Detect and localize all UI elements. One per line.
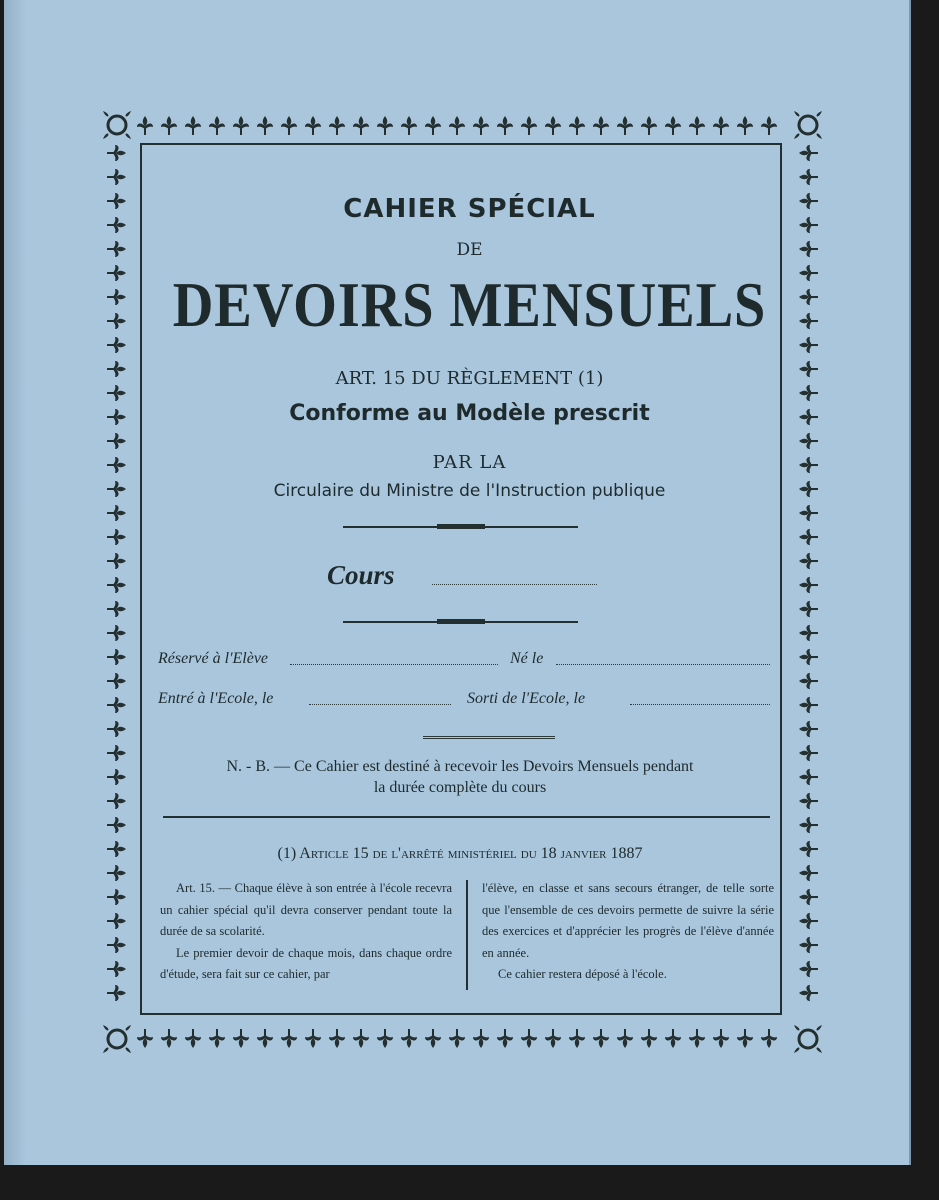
fleur-de-lis-icon [799,529,818,545]
fleur-de-lis-icon [689,116,705,135]
fleur-de-lis-icon [521,116,537,135]
fleur-de-lis-icon [305,1029,321,1048]
reserve-label: Réservé à l'Elève [158,650,269,667]
nb-note [150,756,770,798]
cours-field[interactable] [432,584,597,585]
article-paragraph: Ce cahier restera déposé à l'école. [498,967,667,981]
fleur-de-lis-icon [107,169,126,185]
fleur-de-lis-icon [107,601,126,617]
fleur-de-lis-icon [689,1029,705,1048]
fleur-de-lis-icon [107,505,126,521]
fleur-de-lis-icon [107,793,126,809]
fleur-de-lis-icon [107,529,126,545]
column-divider [466,880,468,990]
ne-le-field[interactable] [556,664,770,665]
par-la-line: PAR LA [432,452,507,473]
fleur-de-lis-icon [449,1029,465,1048]
reserve-field[interactable] [290,664,498,665]
fleur-de-lis-icon [799,505,818,521]
fleur-de-lis-icon [305,116,321,135]
fleur-de-lis-icon [107,961,126,977]
article-reference: ART. 15 DU RÈGLEMENT (1) [335,368,604,389]
entre-label: Entré à l'Ecole, le [158,690,274,707]
cours-label: Cours [327,560,395,590]
fleur-de-lis-icon [185,116,201,135]
section-rule [163,816,770,818]
fleur-de-lis-icon [799,769,818,785]
fleur-de-lis-icon [799,673,818,689]
article-paragraph: Art. 15. — Chaque élève à son entrée à l'école recevra un cahier spécial qu'il devra conserver pendant toute la durée de sa scolarité. [160,881,452,938]
article-left-column [160,878,452,986]
circulaire-line: Circulaire du Ministre de l'Instruction publique [273,481,666,501]
fleur-de-lis-icon [665,1029,681,1048]
title-de: DE [456,240,483,260]
fleur-de-lis-icon [473,1029,489,1048]
fleur-de-lis-icon [425,116,441,135]
fleur-de-lis-icon [545,116,561,135]
article-paragraph: Le premier devoir de chaque mois, dans chaque ordre d'étude, sera fait sur ce cahier, par [160,945,452,981]
fleur-de-lis-icon [107,865,126,881]
short-divider [423,736,555,739]
fleur-de-lis-icon [569,116,585,135]
fleur-de-lis-icon [799,913,818,929]
fleur-de-lis-icon [799,793,818,809]
fleur-de-lis-icon [107,937,126,953]
fleur-de-lis-icon [799,865,818,881]
fleur-de-lis-icon [377,1029,393,1048]
fleur-de-lis-icon [799,553,818,569]
fleur-de-lis-icon [257,1029,273,1048]
fleur-de-lis-icon [107,745,126,761]
fleur-de-lis-icon [593,116,609,135]
fleur-de-lis-icon [107,433,126,449]
fleur-de-lis-icon [665,116,681,135]
fleur-de-lis-icon [799,601,818,617]
fleur-de-lis-icon [209,1029,225,1048]
fleur-de-lis-icon [737,116,753,135]
fleur-de-lis-icon [185,1029,201,1048]
fleur-de-lis-icon [497,1029,513,1048]
fleur-de-lis-icon [799,937,818,953]
fleur-de-lis-icon [161,116,177,135]
fleur-de-lis-icon [473,116,489,135]
fleur-de-lis-icon [737,1029,753,1048]
fleur-de-lis-icon [799,817,818,833]
fleur-de-lis-icon [799,985,818,1001]
fleur-de-lis-icon [353,1029,369,1048]
fleur-de-lis-icon [593,1029,609,1048]
fleur-de-lis-icon [497,116,513,135]
fleur-de-lis-icon [799,169,818,185]
article-right-column [482,878,774,986]
nb-line-2: la durée complète du cours [373,779,547,796]
fleur-de-lis-icon [799,889,818,905]
fleur-de-lis-icon [799,745,818,761]
fleur-de-lis-icon [137,116,153,135]
fleur-de-lis-icon [107,721,126,737]
fleur-de-lis-icon [799,577,818,593]
fleur-de-lis-icon [799,961,818,977]
fleur-de-lis-icon [799,649,818,665]
corner-flourish-icon [103,111,131,139]
fleur-de-lis-icon [799,721,818,737]
fleur-de-lis-icon [617,1029,633,1048]
fleur-de-lis-icon [353,116,369,135]
fleur-de-lis-icon [713,116,729,135]
fleur-de-lis-icon [425,1029,441,1048]
fleur-de-lis-icon [107,769,126,785]
fleur-de-lis-icon [617,116,633,135]
fleur-de-lis-icon [233,1029,249,1048]
corner-flourish-icon [103,1025,131,1053]
fleur-de-lis-icon [799,433,818,449]
nb-line-1: N. - B. — Ce Cahier est destiné à recevoir les Devoirs Mensuels pendant [226,758,694,775]
fleur-de-lis-icon [329,1029,345,1048]
fleur-de-lis-icon [761,1029,777,1048]
fleur-de-lis-icon [107,673,126,689]
fleur-de-lis-icon [209,116,225,135]
fleur-de-lis-icon [257,116,273,135]
fleur-de-lis-icon [761,116,777,135]
fleur-de-lis-icon [107,913,126,929]
fleur-de-lis-icon [161,1029,177,1048]
cover-spine [4,0,26,1165]
fleur-de-lis-icon [799,841,818,857]
conforme-line: Conforme au Modèle prescrit [289,401,650,426]
fleur-de-lis-icon [107,985,126,1001]
article-title: (1) Article 15 de l'arrêté ministériel du 18 janvier 1887 [277,845,643,862]
fleur-de-lis-icon [107,889,126,905]
title-cahier-special: CAHIER SPÉCIAL [343,194,596,224]
corner-flourish-icon [794,111,822,139]
divider-ornament [437,619,485,624]
article-paragraph: l'élève, en classe et sans secours étranger, de telle sorte que l'ensemble de ces devoirs permette de suivre la série des exercices et d'apprécier les progrès de l'élève d'année en année. [482,881,774,960]
fleur-de-lis-icon [233,116,249,135]
fleur-de-lis-icon [281,116,297,135]
fleur-de-lis-icon [401,1029,417,1048]
fleur-de-lis-icon [107,817,126,833]
fleur-de-lis-icon [281,1029,297,1048]
fleur-de-lis-icon [713,1029,729,1048]
fleur-de-lis-icon [107,553,126,569]
sorti-field[interactable] [630,704,770,705]
corner-flourish-icon [794,1025,822,1053]
entre-field[interactable] [309,704,451,705]
fleur-de-lis-icon [799,625,818,641]
fleur-de-lis-icon [799,697,818,713]
fleur-de-lis-icon [641,1029,657,1048]
divider-ornament [437,524,485,529]
fleur-de-lis-icon [107,697,126,713]
ne-le-label: Né le [510,650,544,667]
fleur-de-lis-icon [521,1029,537,1048]
fleur-de-lis-icon [401,116,417,135]
fleur-de-lis-icon [799,145,818,161]
fleur-de-lis-icon [545,1029,561,1048]
page-title: DEVOIRS MENSUELS [172,269,767,340]
fleur-de-lis-icon [569,1029,585,1048]
fleur-de-lis-icon [107,841,126,857]
fleur-de-lis-icon [329,116,345,135]
fleur-de-lis-icon [107,577,126,593]
fleur-de-lis-icon [107,649,126,665]
sorti-label: Sorti de l'Ecole, le [467,690,586,707]
fleur-de-lis-icon [107,145,126,161]
fleur-de-lis-icon [449,116,465,135]
fleur-de-lis-icon [137,1029,153,1048]
fleur-de-lis-icon [641,116,657,135]
fleur-de-lis-icon [107,625,126,641]
fleur-de-lis-icon [377,116,393,135]
